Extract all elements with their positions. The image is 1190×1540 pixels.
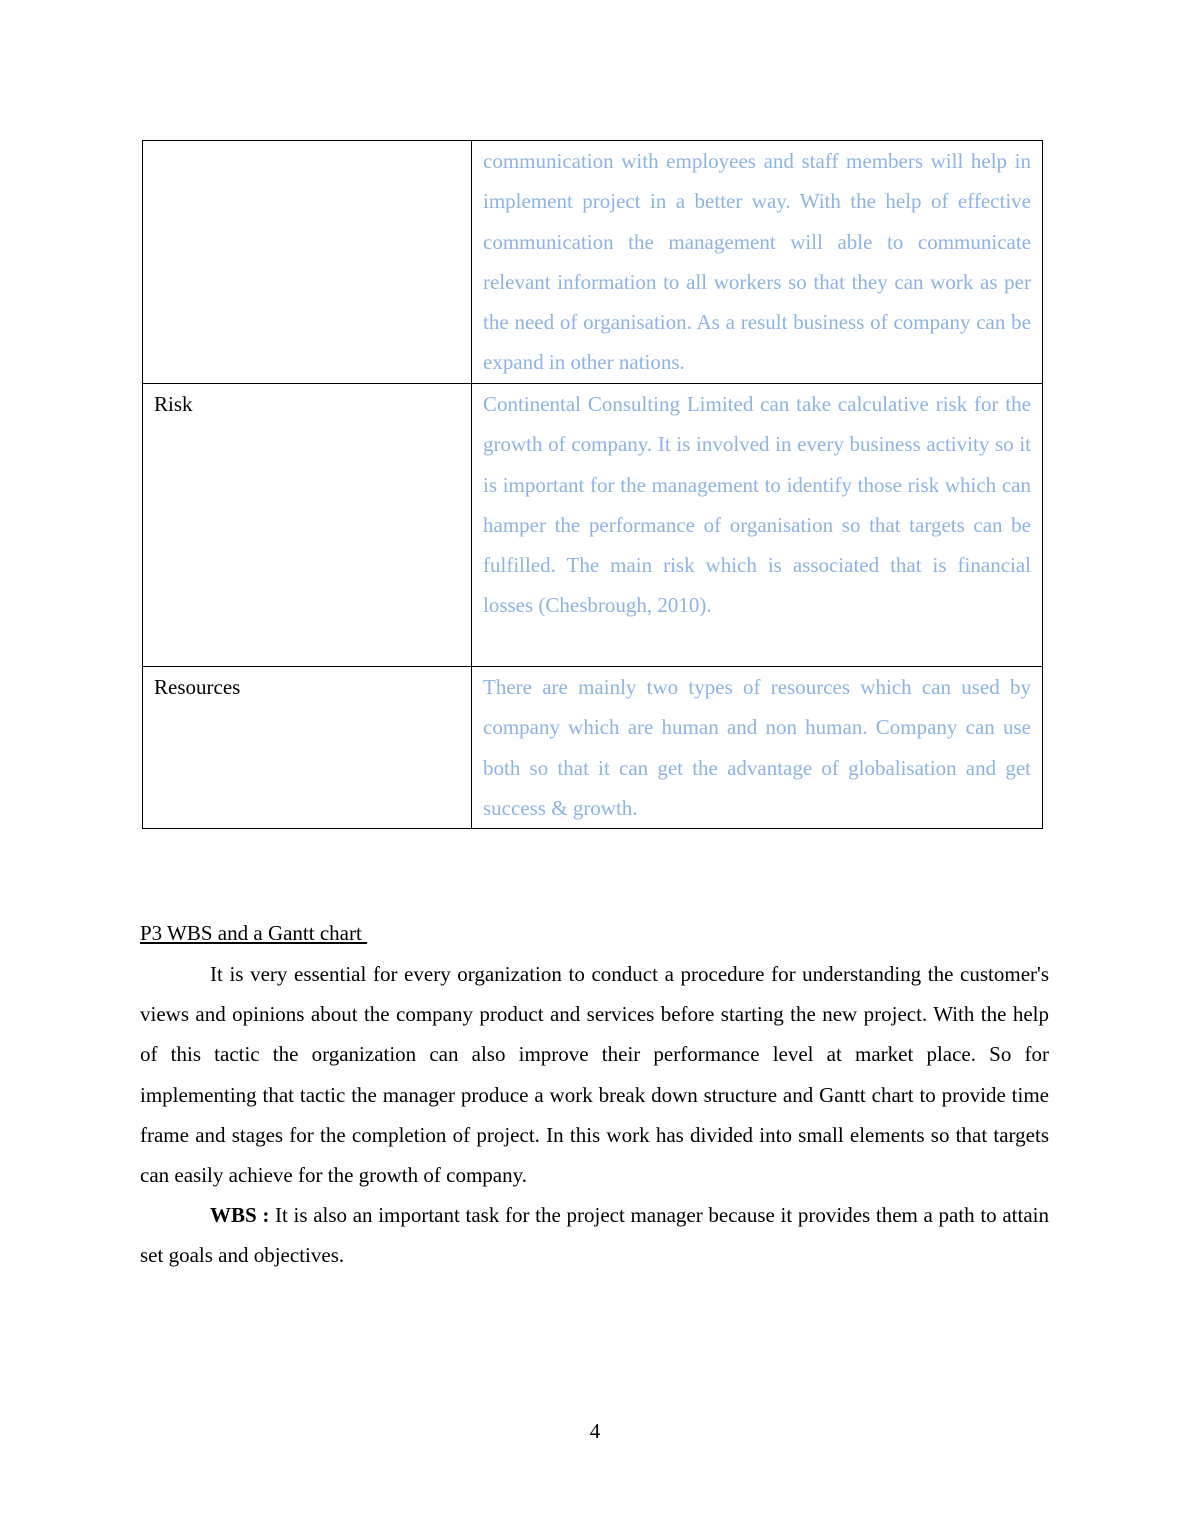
wbs-term: WBS : — [210, 1203, 270, 1227]
table-label-cell — [143, 141, 472, 384]
table-row-communication — [143, 141, 1043, 384]
table-label-cell: Resources — [143, 667, 472, 829]
body-paragraph: It is very essential for every organization to conduct a procedure for understanding the customer's views and opinions about the company product and services before starting the new project. With the help of this tactic the organization can also improve their performance level at market place. So for implementing that tactic the manager produce a work break down structure and Gantt chart to provide time frame and stages for the completion of project. In this work has divided into small elements so that targets can easily achieve for the growth of company. — [140, 962, 1049, 1188]
page-number: 4 — [589, 1419, 601, 1443]
table-row-risk — [143, 384, 1043, 667]
project-details-table — [142, 140, 1043, 829]
table-description-cell: There are mainly two types of resources which can used by company which are human and non human. Company can use both so that it can get the advantage of globalisation and get success & growth. — [472, 667, 1043, 829]
table-description-cell: communication with employees and staff members will help in implement project in a better way. With the help of effective communication the management will able to communicate relevant information to all workers so that they can work as per the need of organisation. As a result business of company can be expand in other nations. — [472, 141, 1043, 384]
wbs-text: It is also an important task for the project manager because it provides them a path to attain set goals and objectives. — [140, 1203, 1049, 1268]
section-heading: P3 WBS and a Gantt chart — [140, 921, 368, 945]
table-row-resources — [143, 667, 1043, 829]
table-label-cell: Risk — [143, 384, 472, 667]
table-description-cell: Continental Consulting Limited can take calculative risk for the growth of company. It is involved in every business activity so it is important for the management to identify those risk which can hamper the performance of organisation so that targets can be fulfilled. The main risk which is associated that is financial losses (Chesbrough, 2010). — [472, 384, 1043, 667]
wbs-paragraph — [140, 1195, 1049, 1275]
